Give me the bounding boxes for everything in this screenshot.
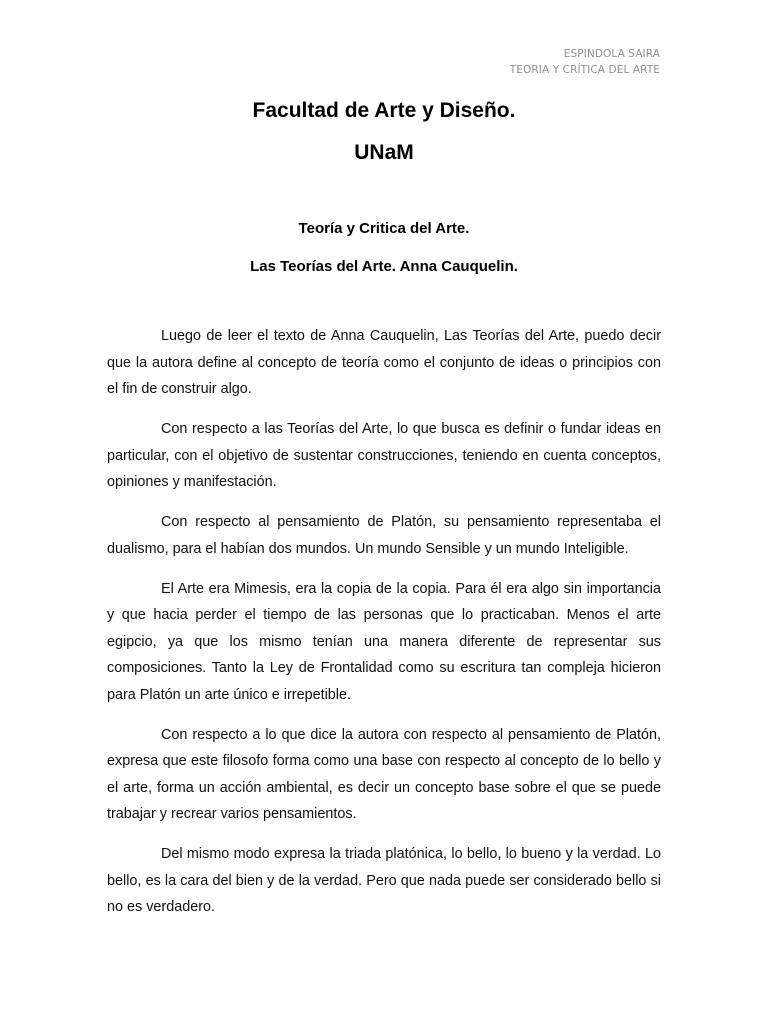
topic-subtitle: Las Teorías del Arte. Anna Cauquelin. <box>250 258 518 275</box>
paragraph: Con respecto a las Teorías del Arte, lo que busca es definir o fundar ideas en particular, con el objetivo de sustentar construcciones, teniendo en cuenta conceptos, opiniones y manifestación. <box>107 421 661 490</box>
subtitle-block <box>0 218 768 278</box>
faculty-title: Facultad de Arte y Diseño. <box>252 99 516 122</box>
header-author: ESPINDOLA SAIRA <box>563 48 660 60</box>
paragraph: Con respecto a lo que dice la autora con respecto al pensamiento de Platón, expresa que este filosofo forma como una base con respecto al concepto de lo bello y el arte, forma un acción ambiental, es decir un concepto base sobre el que se puede trabajar y recrear varios pensamientos. <box>107 726 661 822</box>
paragraph: Con respecto al pensamiento de Platón, su pensamiento representaba el dualismo, para el habían dos mundos. Un mundo Sensible y un mundo Inteligible. <box>107 514 661 557</box>
university-title: UNaM <box>354 141 414 164</box>
paragraph: El Arte era Mimesis, era la copia de la copia. Para él era algo sin importancia y que hacia perder el tiempo de las personas que lo practicaban. Menos el arte egipcio, ya que los mismo tenían una manera diferente de representar sus composiciones. Tanto la Ley de Frontalidad como su escritura tan compleja hicieron para Platón un arte único e irrepetible. <box>107 580 661 703</box>
paragraph: Del mismo modo expresa la triada platónica, lo bello, lo bueno y la verdad. Lo bello, es la cara del bien y de la verdad. Pero que nada puede ser considerado bello si no es verdadero. <box>107 846 661 915</box>
essay-body <box>107 323 661 934</box>
header-course: TEORIA Y CRÍTICA DEL ARTE <box>509 64 660 76</box>
paragraph: Luego de leer el texto de Anna Cauquelin, Las Teorías del Arte, puedo decir que la autora define al concepto de teoría como el conjunto de ideas o principios con el fin de construir algo. <box>107 328 661 397</box>
running-header <box>510 46 660 78</box>
subject-subtitle: Teoría y Critica del Arte. <box>298 220 470 237</box>
title-block <box>0 96 768 168</box>
